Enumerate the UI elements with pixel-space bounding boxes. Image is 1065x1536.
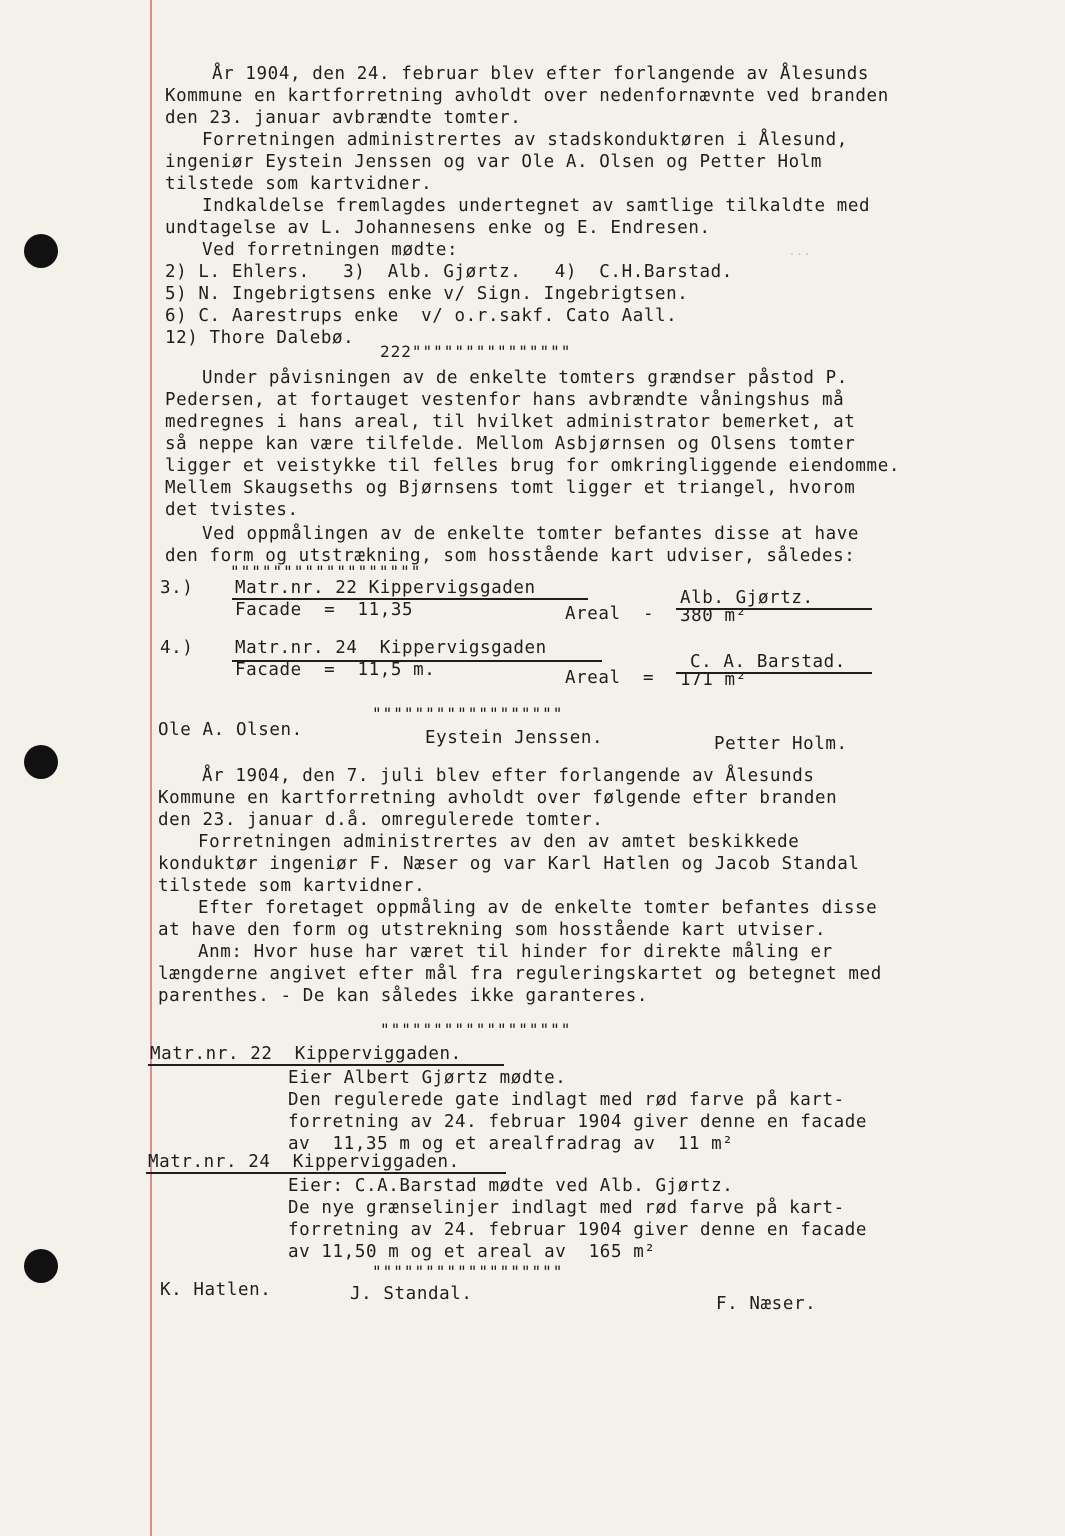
text-line: så neppe kan være tilfelde. Mellom Asbjørnsen og Olsens tomter — [165, 434, 856, 454]
text-line: forretning av 24. februar 1904 giver denne en facade — [288, 1112, 868, 1132]
text-line: År 1904, den 24. februar blev efter forlangende av Ålesunds — [212, 64, 870, 84]
text-line: Anm: Hvor huse har været til hinder for direkte måling er — [198, 942, 833, 962]
text-line: den form og utstrækning, som hosstående kart udviser, således: — [165, 546, 856, 566]
areal-label: Areal = — [565, 668, 655, 688]
text-line: Eier: C.A.Barstad mødte ved Alb. Gjørtz. — [288, 1176, 734, 1196]
text-line: Pedersen, at fortauget vestenfor hans avbrændte våningshus må — [165, 390, 845, 410]
text-line: ingeniør Eystein Jenssen og var Ole A. Olsen og Petter Holm — [165, 152, 823, 172]
text-line: den 23. januar avbrændte tomter. — [165, 108, 522, 128]
text-line: De nye grænselinjer indlagt med rød farve på kart- — [288, 1198, 845, 1218]
text-line: Indkaldelse fremlagdes undertegnet av samtlige tilkaldte med — [202, 196, 871, 216]
signature: Petter Holm. — [714, 734, 848, 754]
lot-number: 4.) — [160, 638, 194, 658]
matr-heading: Matr.nr. 22 Kipperviggaden. — [150, 1044, 462, 1064]
text-line: Kommune en kartforretning avholdt over nedenfornævnte ved branden — [165, 86, 889, 106]
text-line: Den regulerede gate indlagt med rød farve på kart- — [288, 1090, 845, 1110]
text-line: forretning av 24. februar 1904 giver denne en facade — [288, 1220, 868, 1240]
text-line: parenthes. - De kan således ikke garanteres. — [158, 986, 648, 1006]
text-line: Eier Albert Gjørtz mødte. — [288, 1068, 567, 1088]
areal-value: 171 m² — [680, 670, 747, 690]
underline — [148, 1064, 504, 1066]
separator: """""""""""""""""" — [380, 1020, 572, 1039]
text-line: Mellem Skaugseths og Bjørnsens tomt ligger et triangel, hvorom — [165, 478, 856, 498]
lot-owner: C. A. Barstad. — [690, 652, 846, 672]
areal-label: Areal - — [565, 604, 655, 624]
text-line: ligger et veistykke til felles brug for omkringliggende eiendomme. — [165, 456, 900, 476]
punch-hole — [24, 1249, 58, 1283]
text-line: Kommune en kartforretning avholdt over følgende efter branden — [158, 788, 838, 808]
text-line: av 11,50 m og et areal av 165 m² — [288, 1242, 656, 1262]
text-line: tilstede som kartvidner. — [158, 876, 426, 896]
matr-heading: Matr.nr. 24 Kipperviggaden. — [148, 1152, 460, 1172]
text-line: 5) N. Ingebrigtsens enke v/ Sign. Ingebrigtsen. — [165, 284, 689, 304]
text-line: Under påvisningen av de enkelte tomters grændser påstod P. — [202, 368, 848, 388]
underline — [146, 1172, 506, 1174]
text-line: 12) Thore Dalebø. — [165, 328, 355, 348]
separator: """""""""""""""""" — [372, 704, 564, 723]
text-line: medregnes i hans areal, til hvilket administrator bemerket, at — [165, 412, 856, 432]
text-line: av 11,35 m og et arealfradrag av 11 m² — [288, 1134, 734, 1154]
punch-hole — [24, 234, 58, 268]
pencil-mark: . . . — [790, 244, 810, 258]
text-line: den 23. januar d.å. omregulerede tomter. — [158, 810, 604, 830]
signature: Ole A. Olsen. — [158, 720, 303, 740]
separator: """""""""""""""""" — [372, 1262, 564, 1281]
separator: 222""""""""""""""" — [380, 342, 572, 361]
text-line: undtagelse av L. Johannesens enke og E. Endresen. — [165, 218, 711, 238]
areal-value: 380 m² — [680, 606, 747, 626]
separator: """""""""""""""""" — [230, 562, 422, 581]
text-line: Forretningen administrertes av den av amtet beskikkede — [198, 832, 800, 852]
text-line: År 1904, den 7. juli blev efter forlangende av Ålesunds — [202, 766, 815, 786]
lot-facade: Facade = 11,5 m. — [235, 660, 436, 680]
signature: Eystein Jenssen. — [425, 728, 604, 748]
matr-heading: Matr.nr. 22 Kippervigsgaden — [235, 578, 536, 598]
lot-owner: Alb. Gjørtz. — [680, 588, 814, 608]
text-line: det tvistes. — [165, 500, 299, 520]
text-line: tilstede som kartvidner. — [165, 174, 433, 194]
text-line: Efter foretaget oppmåling av de enkelte tomter befantes disse — [198, 898, 878, 918]
text-line: Ved oppmålingen av de enkelte tomter befantes disse at have — [202, 524, 860, 544]
text-line: at have den form og utstrekning som hosstående kart utviser. — [158, 920, 827, 940]
red-margin-line — [150, 0, 152, 1536]
text-line: Ved forretningen mødte: — [202, 240, 459, 260]
signature: K. Hatlen. — [160, 1280, 272, 1300]
punch-hole — [24, 745, 58, 779]
lot-facade: Facade = 11,35 — [235, 600, 414, 620]
text-line: længderne angivet efter mål fra reguleringskartet og betegnet med — [158, 964, 882, 984]
text-line: konduktør ingeniør F. Næser og var Karl Hatlen og Jacob Standal — [158, 854, 860, 874]
signature: F. Næser. — [716, 1294, 817, 1314]
signature: J. Standal. — [350, 1284, 473, 1304]
lot-number: 3.) — [160, 578, 194, 598]
text-line: 6) C. Aarestrups enke v/ o.r.sakf. Cato Aall. — [165, 306, 678, 326]
text-line: Forretningen administrertes av stadskonduktøren i Ålesund, — [202, 130, 848, 150]
text-line: 2) L. Ehlers. 3) Alb. Gjørtz. 4) C.H.Barstad. — [165, 262, 733, 282]
matr-heading: Matr.nr. 24 Kippervigsgaden — [235, 638, 547, 658]
